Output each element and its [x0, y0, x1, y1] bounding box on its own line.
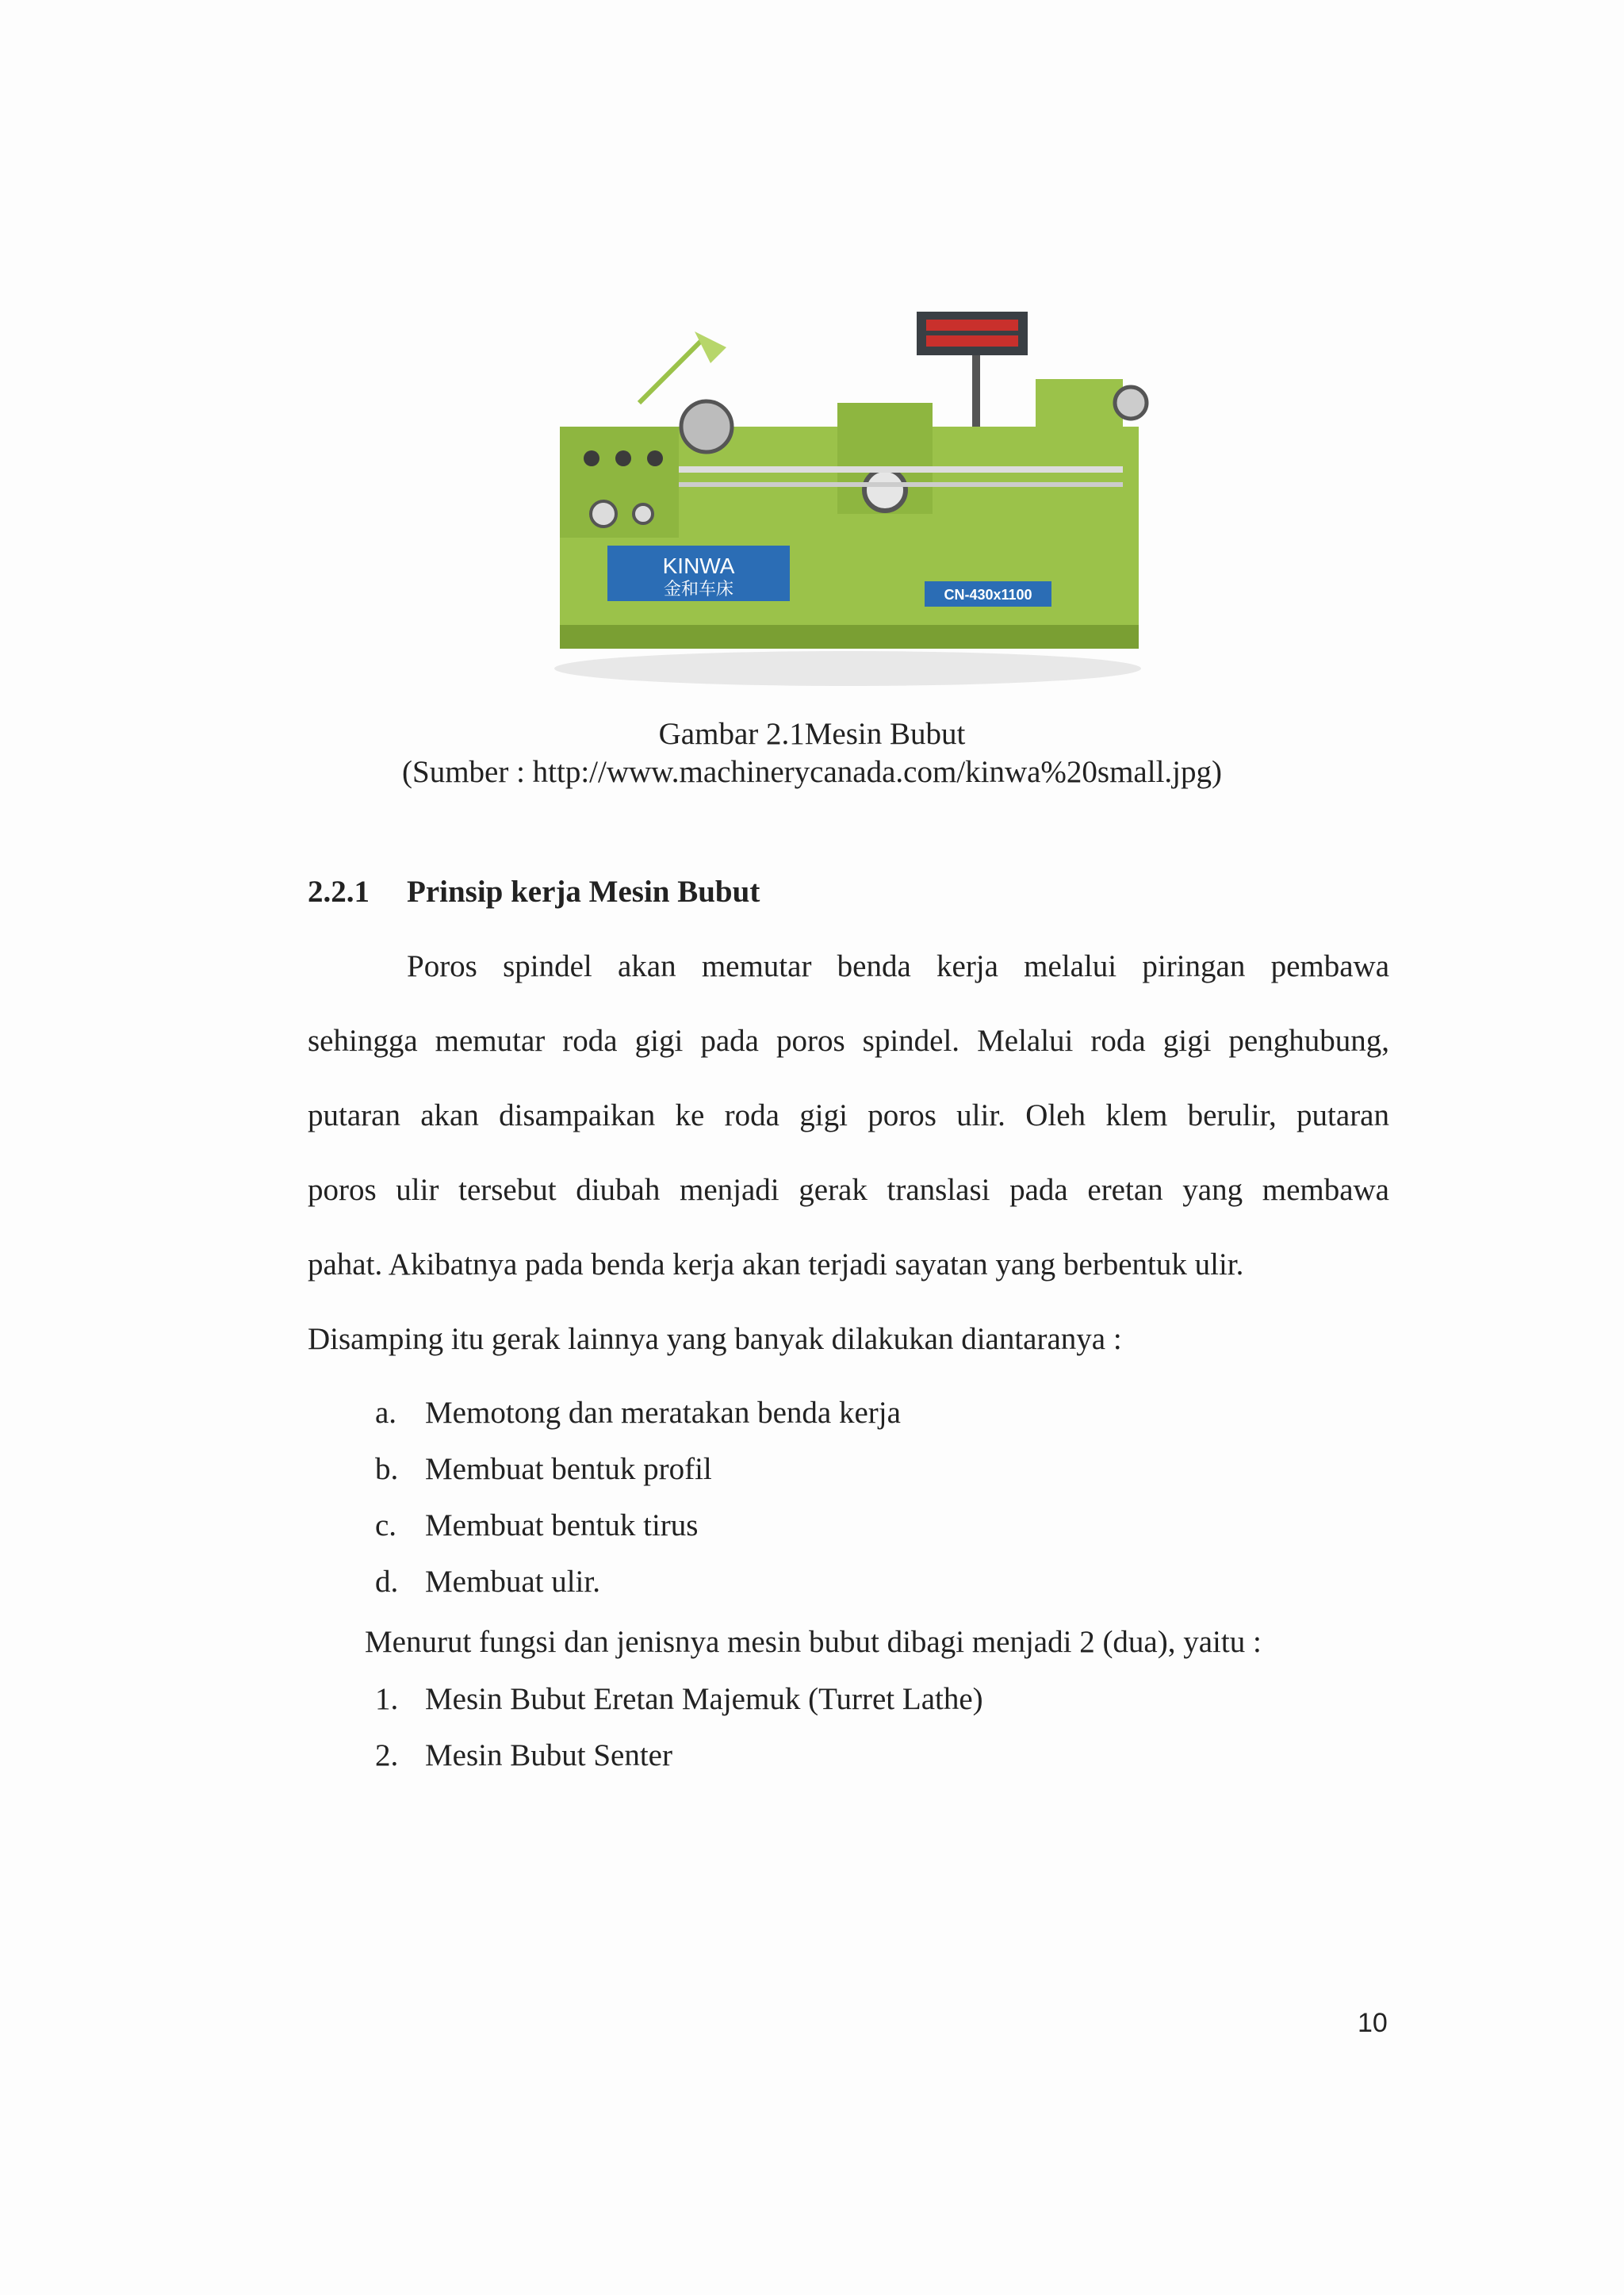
paragraph-line: poros ulir tersebut diubah menjadi gerak translasi pada eretan yang membawa: [308, 1173, 1389, 1207]
model-label: CN-430x1100: [944, 587, 1032, 603]
brand-label: KINWA: [662, 554, 735, 578]
paragraph-line: Disamping itu gerak lainnya yang banyak dilakukan diantaranya :: [308, 1322, 1122, 1356]
body-paragraph: [308, 948, 1389, 1395]
lathe-machine-image: [544, 308, 1151, 688]
numbered-list: [375, 1680, 983, 1793]
list-item: d. Membuat ulir.: [375, 1565, 600, 1599]
list-item: b. Membuat bentuk profil: [375, 1452, 712, 1486]
figure-caption-title: Gambar 2.1Mesin Bubut: [658, 717, 966, 751]
list-item: a. Memotong dan meratakan benda kerja: [375, 1396, 901, 1430]
brand-sublabel: 金和车床: [663, 580, 734, 600]
section-title: Prinsip kerja Mesin Bubut: [407, 875, 760, 909]
paragraph-line: sehingga memutar roda gigi pada poros spindel. Melalui roda gigi penghubung,: [308, 1024, 1389, 1058]
section-number: 2.2.1: [308, 875, 370, 909]
paragraph-line: Poros spindel akan memutar benda kerja melalui piringan pembawa: [407, 949, 1389, 983]
list-item: c. Membuat bentuk tirus: [375, 1508, 699, 1542]
page-number: 10: [1358, 2008, 1388, 2038]
paragraph-line: putaran akan disampaikan ke roda gigi poros ulir. Oleh klem berulir, putaran: [308, 1098, 1389, 1132]
numbered-list-intro: Menurut fungsi dan jenisnya mesin bubut dibagi menjadi 2 (dua), yaitu :: [365, 1625, 1262, 1659]
section-heading: [308, 874, 760, 910]
list-item: 1. Mesin Bubut Eretan Majemuk (Turret Lathe): [375, 1682, 983, 1716]
list-item: 2. Mesin Bubut Senter: [375, 1738, 672, 1772]
figure-caption-source: (Sumber : http://www.machinerycanada.com/kinwa%20small.jpg): [402, 755, 1222, 789]
lettered-list: [375, 1394, 901, 1619]
paragraph-line: pahat. Akibatnya pada benda kerja akan terjadi sayatan yang berbentuk ulir.: [308, 1247, 1244, 1282]
